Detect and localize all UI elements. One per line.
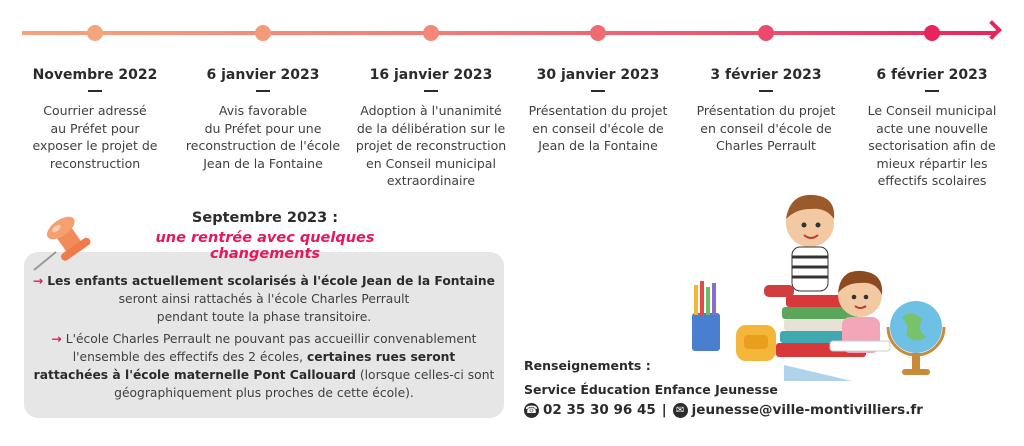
timeline-event — [183, 66, 343, 172]
event-date: Novembre 2022 — [32, 67, 158, 83]
timeline-event — [351, 66, 511, 190]
event-description: Avis favorable du Préfet pour une reconstruction de l'école Jean de la Fontaine — [185, 103, 341, 171]
event-description: Le Conseil municipal acte une nouvelle sectorisation afin de mieux répartir les effectifs scolaires — [867, 103, 997, 188]
september-subtitle: une rentrée avec quelques changements — [155, 230, 375, 262]
envelope-icon: ✉ — [673, 403, 688, 418]
timeline-event — [686, 66, 846, 155]
timeline-event — [852, 66, 1012, 190]
event-description: Courrier adressé au Préfet pour exposer le projet de reconstruction — [32, 103, 158, 171]
children-reading-illustration — [680, 185, 950, 395]
event-divider — [759, 90, 773, 92]
event-divider — [424, 90, 438, 92]
phone-icon: ☎ — [525, 404, 538, 416]
event-divider — [256, 90, 270, 92]
timeline-dot — [758, 25, 774, 41]
info-box — [24, 252, 504, 418]
info-paragraph-1: → Les enfants actuellement scolarisés à l'école Jean de la Fontaine seront ainsi rattachés à l'école Charles Perrault pendant toute la phase transitoire. — [32, 274, 496, 324]
timeline-dot — [255, 25, 271, 41]
timeline-dot — [924, 25, 940, 41]
arrow-icon: → — [51, 332, 62, 346]
timeline-event — [15, 66, 175, 172]
event-divider — [925, 90, 939, 92]
september-title: Septembre 2023 : — [191, 210, 339, 226]
timeline-event — [518, 66, 678, 155]
event-divider — [591, 90, 605, 92]
arrow-icon: → — [32, 274, 44, 288]
info-paragraph-2: → L'école Charles Perrault ne pouvant pas accueillir convenablement l'ensemble des effectifs des 2 écoles, certaines rues seront rattachées à l'école maternelle Pont Callouard (lorsque celles-ci sont géographiquement plus proches de cette école). — [33, 332, 495, 400]
pushpin-icon — [30, 212, 100, 274]
event-description: Adoption à l'unanimité de la délibération sur le projet de reconstruction en Conseil municipal extraordinaire — [355, 103, 507, 188]
contact-service: Service Éducation Enfance Jeunesse — [524, 382, 778, 397]
event-description: Présentation du projet en conseil d'école de Charles Perrault — [696, 103, 836, 153]
timeline-dot — [423, 25, 439, 41]
timeline-line — [22, 31, 997, 35]
event-date: 3 février 2023 — [710, 67, 822, 83]
event-divider — [88, 90, 102, 92]
contact-line — [524, 402, 923, 418]
timeline-dot — [87, 25, 103, 41]
phone-number[interactable]: 02 35 30 96 45 — [543, 402, 656, 418]
timeline-arrowhead — [982, 20, 1002, 40]
contact-title: Renseignements : — [524, 358, 651, 373]
email-link[interactable]: jeunesse@ville-montivilliers.fr — [691, 402, 923, 418]
event-date: 6 janvier 2023 — [206, 67, 320, 83]
event-description: Présentation du projet en conseil d'école de Jean de la Fontaine — [528, 103, 668, 153]
separator: | — [661, 402, 667, 418]
event-date: 16 janvier 2023 — [369, 67, 493, 83]
event-date: 30 janvier 2023 — [536, 67, 660, 83]
timeline-dot — [590, 25, 606, 41]
event-date: 6 février 2023 — [876, 67, 988, 83]
